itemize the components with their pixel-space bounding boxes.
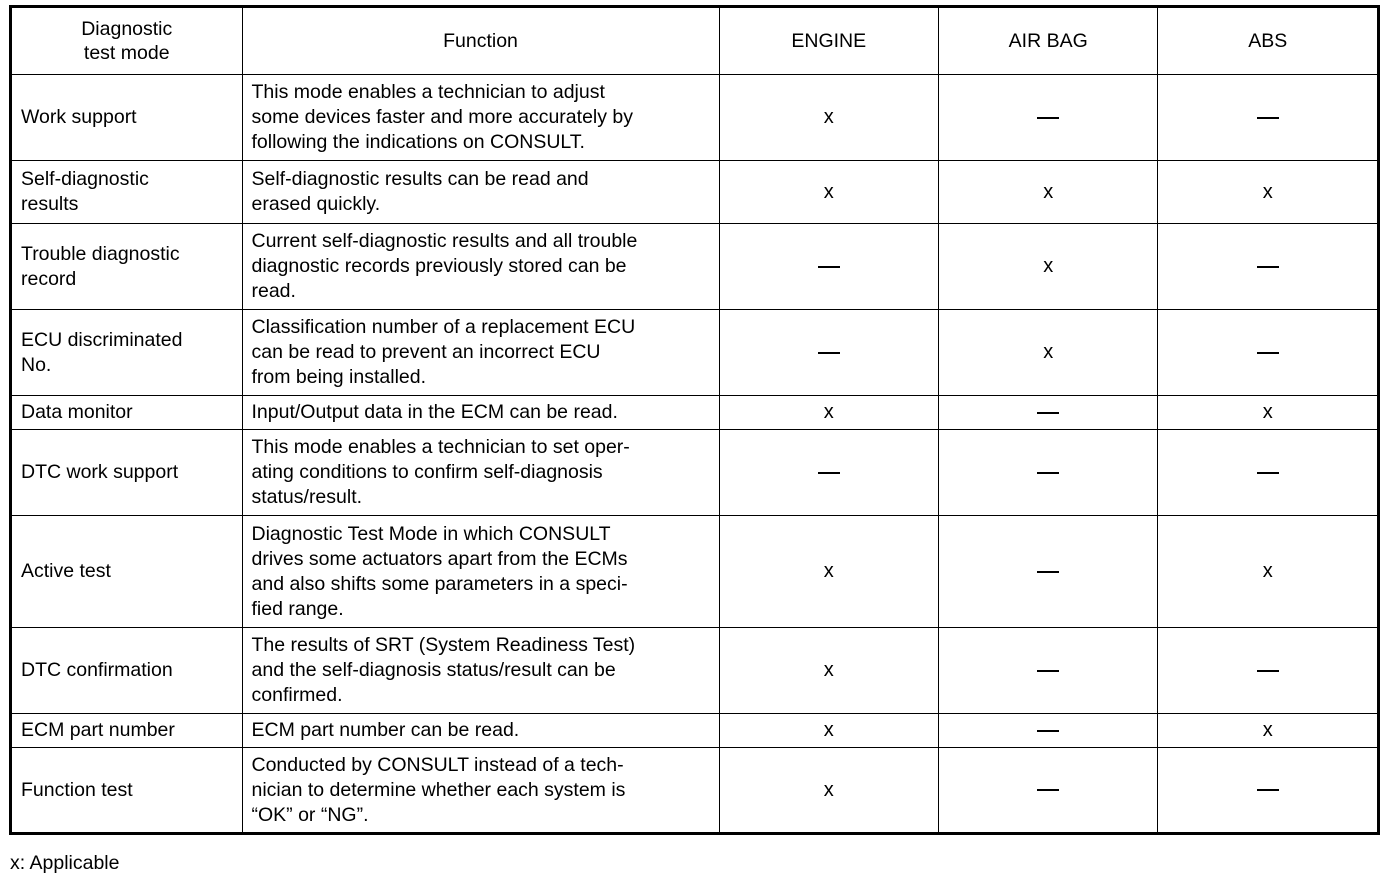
cell-abs xyxy=(1158,224,1379,310)
table-row xyxy=(11,224,1379,310)
cell-test-mode: Trouble diagnostic record xyxy=(11,224,243,310)
cell-abs xyxy=(1158,748,1379,834)
applicable-mark: x xyxy=(823,560,834,582)
cell-test-mode: Function test xyxy=(11,748,243,834)
footnote-legend: x: Applicable xyxy=(10,852,120,874)
not-applicable-mark xyxy=(1257,266,1279,268)
cell-engine xyxy=(719,396,938,430)
not-applicable-mark xyxy=(1037,730,1059,732)
not-applicable-mark xyxy=(1257,352,1279,354)
cell-engine xyxy=(719,748,938,834)
applicable-mark: x xyxy=(1043,180,1054,203)
cell-test-mode: Data monitor xyxy=(11,396,243,430)
cell-air-bag xyxy=(939,748,1158,834)
cell-abs xyxy=(1158,396,1379,430)
applicable-mark: x xyxy=(1262,180,1273,203)
cell-abs xyxy=(1158,310,1379,396)
applicable-mark: x xyxy=(823,180,834,203)
cell-function: Classification number of a replacement ECU can be read to prevent an incorrect ECU from being installed. xyxy=(242,310,719,396)
cell-engine xyxy=(719,628,938,714)
cell-test-mode: ECM part number xyxy=(11,714,243,748)
cell-air-bag xyxy=(939,430,1158,516)
cell-air-bag xyxy=(939,75,1158,161)
cell-test-mode: DTC confirmation xyxy=(11,628,243,714)
cell-function: This mode enables a technician to set oper- ating conditions to confirm self-diagnosis status/result. xyxy=(242,430,719,516)
not-applicable-mark xyxy=(818,352,840,354)
cell-abs xyxy=(1158,714,1379,748)
not-applicable-mark xyxy=(1257,670,1279,672)
cell-test-mode: Self-diagnostic results xyxy=(11,161,243,224)
table-row xyxy=(11,161,1379,224)
header-abs: ABS xyxy=(1158,7,1379,75)
not-applicable-mark xyxy=(1037,789,1059,791)
applicable-mark: x xyxy=(1262,401,1273,423)
cell-test-mode: DTC work support xyxy=(11,430,243,516)
cell-engine xyxy=(719,161,938,224)
cell-engine xyxy=(719,310,938,396)
cell-abs xyxy=(1158,430,1379,516)
cell-engine xyxy=(719,714,938,748)
cell-abs xyxy=(1158,75,1379,161)
cell-air-bag xyxy=(939,628,1158,714)
applicable-mark: x xyxy=(1043,341,1054,363)
applicable-mark: x xyxy=(1262,719,1273,741)
cell-test-mode: Active test xyxy=(11,516,243,628)
applicable-mark: x xyxy=(1043,255,1054,277)
not-applicable-mark xyxy=(1037,670,1059,672)
cell-abs xyxy=(1158,516,1379,628)
table-row xyxy=(11,516,1379,628)
cell-test-mode: Work support xyxy=(11,75,243,161)
cell-test-mode: ECU discriminated No. xyxy=(11,310,243,396)
cell-function: Current self-diagnostic results and all trouble diagnostic records previously stored can be read. xyxy=(242,224,719,310)
not-applicable-mark xyxy=(818,266,840,268)
cell-air-bag xyxy=(939,161,1158,224)
cell-engine xyxy=(719,224,938,310)
table-row xyxy=(11,430,1379,516)
not-applicable-mark xyxy=(1257,789,1279,791)
cell-engine xyxy=(719,75,938,161)
cell-function: This mode enables a technician to adjust some devices faster and more accurately by following the indications on CONSULT. xyxy=(242,75,719,161)
not-applicable-mark xyxy=(1257,472,1279,474)
cell-air-bag xyxy=(939,396,1158,430)
cell-function: ECM part number can be read. xyxy=(242,714,719,748)
table-row xyxy=(11,396,1379,430)
applicable-mark: x xyxy=(823,778,834,801)
table-row xyxy=(11,310,1379,396)
applicable-mark: x xyxy=(823,401,834,423)
header-air-bag: AIR BAG xyxy=(939,7,1158,75)
diagnostic-test-mode-table xyxy=(9,5,1380,835)
not-applicable-mark xyxy=(1037,117,1059,119)
table-body xyxy=(11,75,1379,834)
header-engine: ENGINE xyxy=(719,7,938,75)
table-row xyxy=(11,714,1379,748)
cell-function: Conducted by CONSULT instead of a tech- nician to determine whether each system is “OK” or “NG”. xyxy=(242,748,719,834)
applicable-mark: x xyxy=(823,719,834,741)
cell-function: Self-diagnostic results can be read and erased quickly. xyxy=(242,161,719,224)
table-header-row xyxy=(11,7,1379,75)
table-row xyxy=(11,748,1379,834)
cell-function: Input/Output data in the ECM can be read. xyxy=(242,396,719,430)
cell-air-bag xyxy=(939,516,1158,628)
not-applicable-mark xyxy=(1037,412,1059,414)
not-applicable-mark xyxy=(1257,117,1279,119)
cell-air-bag xyxy=(939,310,1158,396)
applicable-mark: x xyxy=(823,106,834,128)
cell-abs xyxy=(1158,628,1379,714)
cell-air-bag xyxy=(939,224,1158,310)
cell-function: The results of SRT (System Readiness Test) and the self-diagnosis status/result can be confirmed. xyxy=(242,628,719,714)
applicable-mark: x xyxy=(1262,560,1273,582)
applicable-mark: x xyxy=(823,659,834,681)
header-diagnostic-test-mode: Diagnostic test mode xyxy=(11,7,243,75)
table-row xyxy=(11,75,1379,161)
not-applicable-mark xyxy=(818,472,840,474)
not-applicable-mark xyxy=(1037,571,1059,573)
cell-function: Diagnostic Test Mode in which CONSULT drives some actuators apart from the ECMs and also shifts some parameters in a speci- fied range. xyxy=(242,516,719,628)
cell-engine xyxy=(719,516,938,628)
not-applicable-mark xyxy=(1037,472,1059,474)
table-row xyxy=(11,628,1379,714)
cell-engine xyxy=(719,430,938,516)
header-function: Function xyxy=(242,7,719,75)
cell-air-bag xyxy=(939,714,1158,748)
cell-abs xyxy=(1158,161,1379,224)
